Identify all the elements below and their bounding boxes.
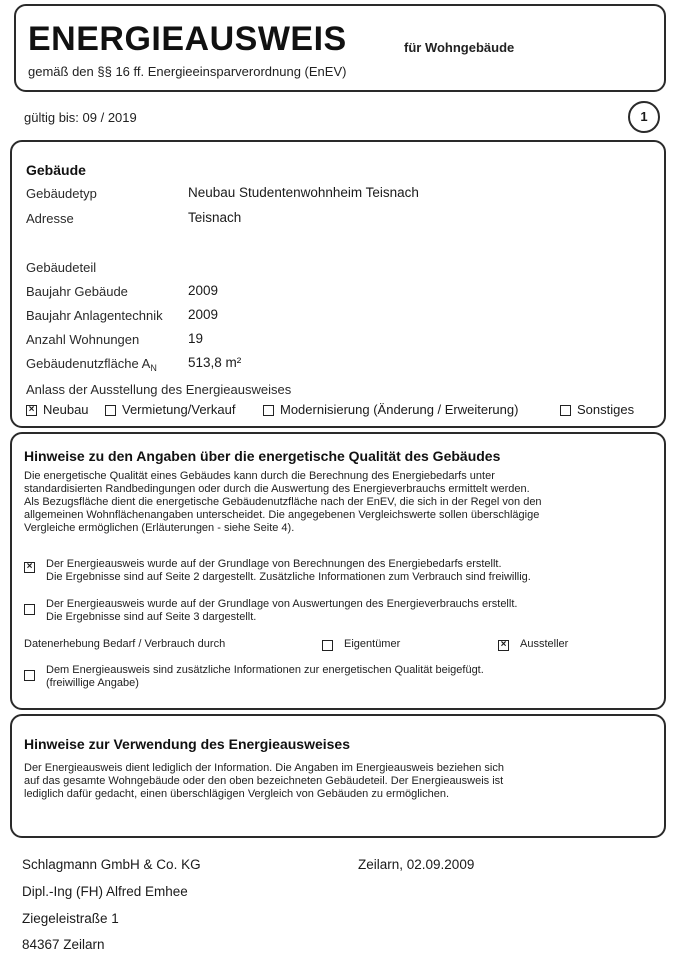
usage-section bbox=[10, 714, 666, 838]
option-line: Die Ergebnisse sind auf Seite 2 dargestellt. Zusätzliche Informationen zum Verbrauch sind freiwillig. bbox=[46, 571, 531, 583]
title-box bbox=[14, 4, 666, 92]
option-line: Die Ergebnisse sind auf Seite 3 dargestellt. bbox=[46, 611, 257, 623]
area-subscript: N bbox=[150, 363, 157, 373]
usage-heading: Hinweise zur Verwendung des Energieausweises bbox=[24, 736, 351, 752]
place-date: Zeilarn, 02.09.2009 bbox=[358, 857, 475, 872]
paragraph-line: Der Energieausweis dient lediglich der Information. Die Angaben im Energieausweis beziehen sich bbox=[24, 762, 504, 774]
issuer-city: 84367 Zeilarn bbox=[22, 937, 105, 952]
row-value: Neubau Studentenwohnheim Teisnach bbox=[188, 185, 419, 200]
option-line: Der Energieausweis wurde auf der Grundlage von Berechnungen des Energiebedarfs erstellt. bbox=[46, 558, 502, 570]
checkbox-label: Modernisierung (Änderung / Erweiterung) bbox=[280, 402, 519, 417]
row-label: Gebäudetyp bbox=[26, 186, 97, 201]
row-label: Anzahl Wohnungen bbox=[26, 332, 140, 347]
row-label: Gebäudeteil bbox=[26, 260, 97, 275]
notes-section bbox=[10, 432, 666, 710]
document-title: ENERGIEAUSWEIS bbox=[28, 20, 347, 58]
data-collection-label: Datenerhebung Bedarf / Verbrauch durch bbox=[24, 638, 226, 650]
row-label: Baujahr Gebäude bbox=[26, 284, 128, 299]
check-mark-icon: × bbox=[500, 639, 507, 650]
paragraph-line: auf das gesamte Wohngebäude oder den oben bezeichneten Gebäudeteil. Der Energieausweis ist bbox=[24, 775, 504, 787]
row-value: 19 bbox=[188, 331, 204, 346]
checkbox-neubau[interactable] bbox=[26, 405, 37, 416]
page-number: 1 bbox=[628, 101, 660, 133]
option-bedarf-text bbox=[46, 558, 531, 584]
building-heading: Gebäude bbox=[26, 162, 86, 178]
legal-basis: gemäß den §§ 16 ff. Energieeinsparverordnung (EnEV) bbox=[28, 64, 347, 79]
row-value: 2009 bbox=[188, 307, 219, 322]
issuer-street: Ziegeleistraße 1 bbox=[22, 911, 119, 926]
usage-paragraph bbox=[24, 762, 504, 801]
checkbox-label: Neubau bbox=[43, 402, 89, 417]
issuer-person: Dipl.-Ing (FH) Alfred Emhee bbox=[22, 884, 188, 899]
checkbox-modernisierung[interactable] bbox=[263, 405, 274, 416]
option-zusatz-text bbox=[46, 664, 484, 690]
aussteller-label: Aussteller bbox=[520, 638, 569, 650]
row-label: Baujahr Anlagentechnik bbox=[26, 308, 163, 323]
notes-heading: Hinweise zu den Angaben über die energetische Qualität des Gebäudes bbox=[24, 448, 501, 464]
checkbox-eigentuemer[interactable] bbox=[322, 640, 333, 651]
occasion-label: Anlass der Ausstellung des Energieausweises bbox=[26, 382, 292, 397]
area-label: Gebäudenutzfläche $A_N$ bbox=[26, 356, 157, 373]
building-section bbox=[10, 140, 666, 428]
row-value: Teisnach bbox=[188, 210, 242, 225]
checkbox-bedarf[interactable] bbox=[24, 562, 35, 573]
checkbox-aussteller[interactable] bbox=[498, 640, 509, 651]
checkbox-verbrauch[interactable] bbox=[24, 604, 35, 615]
paragraph-line: Als Bezugsfläche dient die energetische Gebäudenutzfläche nach der EnEV, die sich in der Regel von den bbox=[24, 496, 542, 508]
checkbox-label: Vermietung/Verkauf bbox=[122, 402, 236, 417]
paragraph-line: lediglich dafür gedacht, einen überschlägigen Vergleich von Gebäuden zu ermöglichen. bbox=[24, 788, 450, 800]
checkbox-vermietung[interactable] bbox=[105, 405, 116, 416]
checkbox-label: Sonstiges bbox=[577, 402, 635, 417]
issuer-company: Schlagmann GmbH & Co. KG bbox=[22, 857, 201, 872]
checkbox-zusatz[interactable] bbox=[24, 670, 35, 681]
area-value: 513,8 m² bbox=[188, 355, 242, 370]
paragraph-line: Vergleiche ermöglichen (Erläuterungen - siehe Seite 4). bbox=[24, 522, 295, 534]
document-subtitle: für Wohngebäude bbox=[404, 40, 515, 55]
eigentuemer-label: Eigentümer bbox=[344, 638, 401, 650]
paragraph-line: allgemeinen Wohnflächenangaben unterscheidet. Die angegebenen Vergleichswerte sollen überschlägige bbox=[24, 509, 540, 521]
checkbox-sonstiges[interactable] bbox=[560, 405, 571, 416]
option-line: (freiwillige Angabe) bbox=[46, 677, 139, 689]
paragraph-line: Die energetische Qualität eines Gebäudes kann durch die Berechnung des Energiebedarfs unter bbox=[24, 470, 495, 482]
check-mark-icon: × bbox=[26, 561, 33, 572]
notes-paragraph bbox=[24, 470, 542, 535]
valid-until: gültig bis: 09 / 2019 bbox=[24, 110, 137, 125]
option-verbrauch-text bbox=[46, 598, 517, 624]
row-value: 2009 bbox=[188, 283, 219, 298]
row-label: Adresse bbox=[26, 211, 74, 226]
check-mark-icon: × bbox=[28, 404, 35, 415]
paragraph-line: standardisierten Randbedingungen oder durch die Auswertung des Energieverbrauchs ermittelt werden. bbox=[24, 483, 530, 495]
option-line: Der Energieausweis wurde auf der Grundlage von Auswertungen des Energieverbrauchs erstellt. bbox=[46, 598, 518, 610]
option-line: Dem Energieausweis sind zusätzliche Informationen zur energetischen Qualität beigefügt. bbox=[46, 664, 484, 676]
